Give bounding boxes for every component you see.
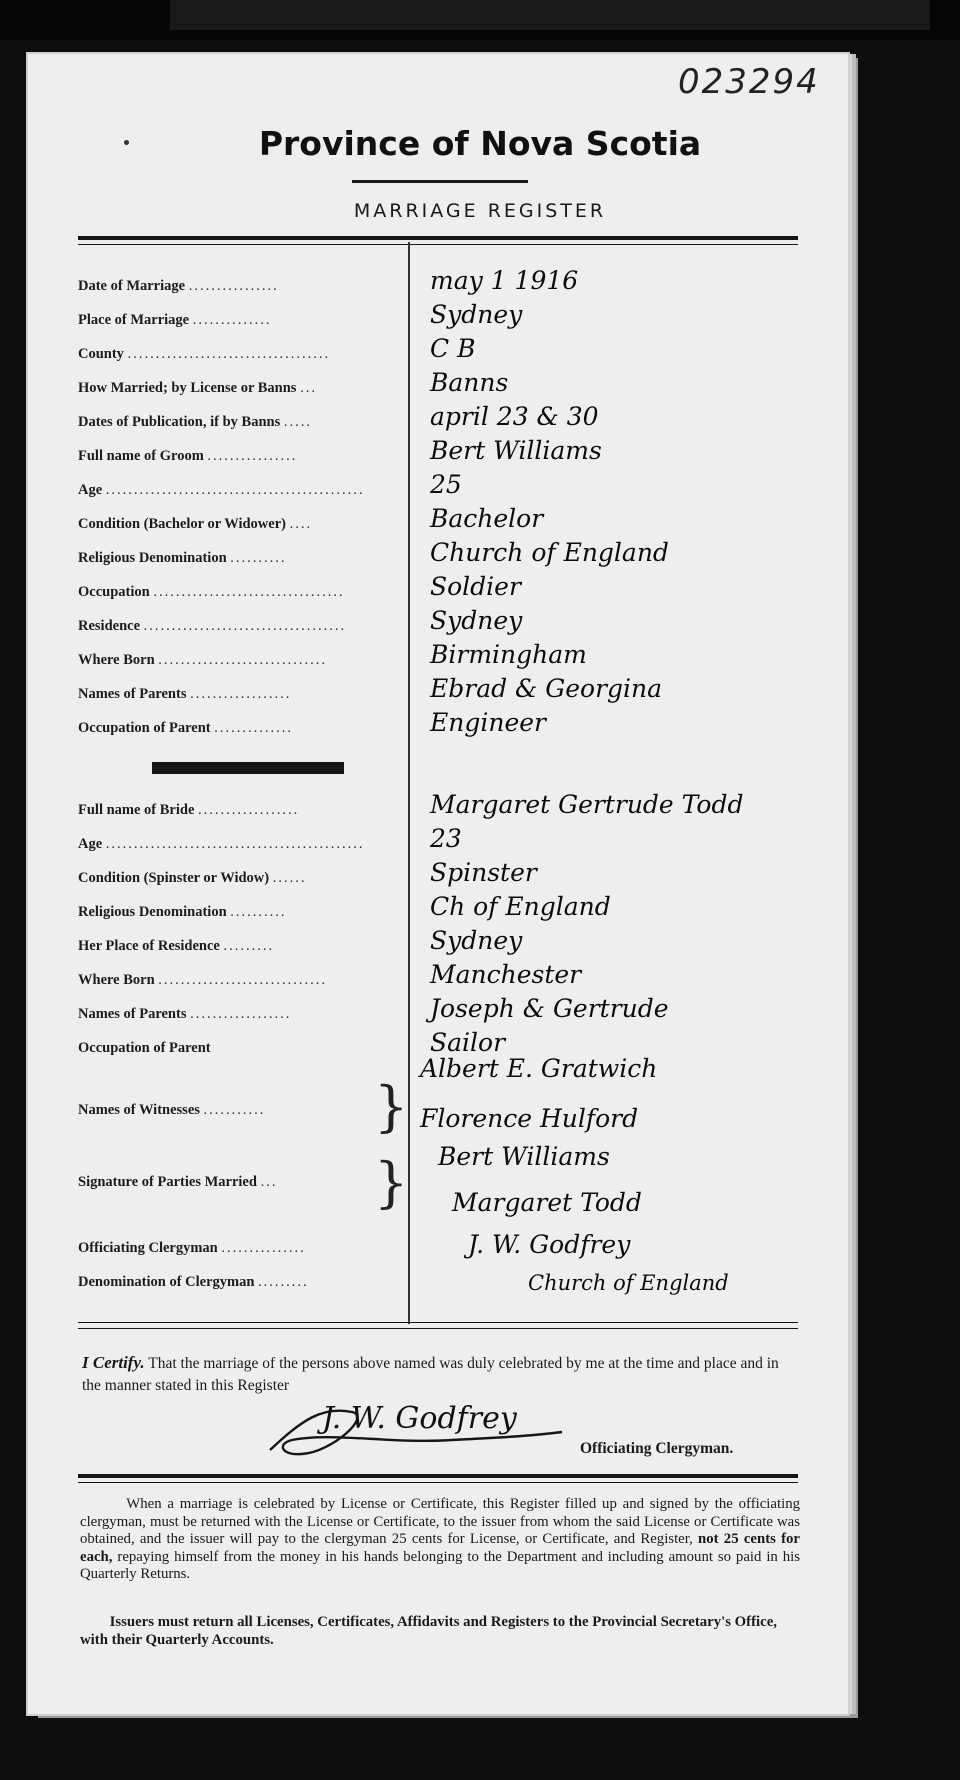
bride-field-value-14: Margaret Gertrude Todd: [430, 790, 744, 819]
field-label-text: Age: [78, 836, 103, 852]
form-number: 023294: [678, 62, 820, 102]
field-label-text: Where Born: [78, 972, 155, 988]
title-underline: [352, 180, 528, 183]
bride-field-label-21: [78, 1038, 400, 1058]
field-label-text: Where Born: [78, 652, 155, 668]
body-rule-2: [78, 1328, 798, 1329]
groom-field-label-12: [78, 684, 400, 704]
field-label-text: Condition (Bachelor or Widower): [78, 516, 286, 532]
field-leader-dots: ..................: [190, 1006, 292, 1022]
groom-signature: Bert Williams: [438, 1142, 610, 1171]
field-label-text: Occupation of Parent: [78, 1040, 211, 1056]
groom-field-value-11: Birmingham: [430, 640, 587, 669]
witnesses-label: Names of Witnesses ...........: [78, 1102, 266, 1118]
field-label-text: Her Place of Residence: [78, 938, 220, 954]
field-label-text: Names of Parents: [78, 686, 187, 702]
field-label-text: Place of Marriage: [78, 312, 190, 328]
officiating-clergyman-value: J. W. Godfrey: [468, 1230, 631, 1259]
bride-field-value-17: Ch of England: [430, 892, 611, 921]
groom-field-value-12: Ebrad & Georgina: [430, 674, 663, 703]
field-leader-dots: .........: [223, 938, 275, 954]
notice-rule-thin: [78, 1482, 798, 1483]
groom-field-value-3: Banns: [430, 368, 509, 397]
bride-field-label-19: [78, 970, 400, 990]
page-subtitle: MARRIAGE REGISTER: [353, 200, 607, 222]
certification-text: [82, 1352, 782, 1397]
certify-body: That the marriage of the persons above named was duly celebrated by me at the time and place and in the manner stated in this Register: [82, 1355, 779, 1394]
groom-field-value-4: april 23 & 30: [430, 402, 599, 431]
film-tab: [170, 0, 930, 30]
officiating-caption: Officiating Clergyman.: [580, 1440, 734, 1457]
bride-field-label-17: [78, 902, 400, 922]
field-leader-dots: ..................: [190, 686, 292, 702]
groom-field-value-8: Church of England: [430, 538, 669, 567]
bride-field-value-19: Manchester: [430, 960, 582, 989]
witnesses-brace: }: [374, 1075, 409, 1138]
field-leader-dots: ..............................: [158, 972, 328, 988]
groom-field-value-2: C B: [430, 334, 476, 363]
groom-field-value-7: Bachelor: [430, 504, 544, 533]
groom-field-label-3: [78, 378, 400, 398]
groom-field-label-4: [78, 412, 400, 432]
field-leader-dots: ..............................................: [105, 482, 365, 498]
field-label-text: Age: [78, 482, 103, 498]
field-label-text: Full name of Groom: [78, 448, 204, 464]
groom-field-value-5: Bert Williams: [430, 436, 602, 465]
field-leader-dots: ..............: [214, 720, 294, 736]
field-label-text: Religious Denomination: [78, 550, 227, 566]
groom-field-label-11: [78, 650, 400, 670]
certify-lead: I Certify.: [82, 1353, 145, 1372]
field-leader-dots: ....: [289, 516, 313, 532]
bride-field-value-15: 23: [430, 824, 462, 853]
bride-field-label-20: [78, 1004, 400, 1024]
field-label-text: Residence: [78, 618, 141, 634]
field-leader-dots: ................: [188, 278, 279, 294]
witness-1-value: Albert E. Gratwich: [420, 1054, 658, 1083]
groom-field-label-2: [78, 344, 400, 364]
field-leader-dots: ..............................................: [105, 836, 365, 852]
sheet-edge: [852, 54, 856, 1714]
groom-field-label-6: [78, 480, 400, 500]
field-leader-dots: ....................................: [143, 618, 347, 634]
clergy-denomination-value: Church of England: [528, 1271, 729, 1295]
groom-field-label-10: [78, 616, 400, 636]
clergy-denomination-label: Denomination of Clergyman .........: [78, 1274, 309, 1290]
bride-signature: Margaret Todd: [452, 1188, 642, 1217]
groom-field-value-9: Soldier: [430, 572, 521, 601]
groom-field-label-0: [78, 276, 400, 296]
field-label-text: Religious Denomination: [78, 904, 227, 920]
groom-field-label-7: [78, 514, 400, 534]
groom-field-label-8: [78, 548, 400, 568]
field-leader-dots: ..............................: [158, 652, 328, 668]
groom-field-value-1: Sydney: [430, 300, 523, 329]
bride-field-label-18: [78, 936, 400, 956]
field-label-text: Date of Marriage: [78, 278, 186, 294]
header-rule-thin: [78, 244, 798, 245]
field-label-text: How Married; by License or Banns: [78, 380, 297, 396]
field-leader-dots: ..........: [230, 904, 287, 920]
page-title: Province of Nova Scotia: [258, 124, 702, 163]
bride-field-value-20: Joseph & Gertrude: [430, 994, 669, 1023]
field-label-text: Condition (Spinster or Widow): [78, 870, 270, 886]
notice-rule-thick: [78, 1474, 798, 1478]
field-label-text: Dates of Publication, if by Banns: [78, 414, 281, 430]
bride-field-label-15: [78, 834, 400, 854]
parties-label: Signature of Parties Married ...: [78, 1174, 278, 1190]
body-rule-1: [78, 1322, 798, 1323]
groom-field-value-0: may 1 1916: [430, 266, 579, 295]
witness-2-value: Florence Hulford: [420, 1104, 639, 1133]
header-rule-thick: [78, 236, 798, 240]
section-separator-bar: [152, 762, 344, 774]
bride-field-value-18: Sydney: [430, 926, 523, 955]
field-leader-dots: ................: [207, 448, 298, 464]
field-leader-dots: .....: [283, 414, 312, 430]
field-label-text: Full name of Bride: [78, 802, 195, 818]
officiating-clergyman-label: Officiating Clergyman ...............: [78, 1240, 306, 1256]
groom-field-label-1: [78, 310, 400, 330]
field-leader-dots: ..................................: [153, 584, 345, 600]
groom-field-value-13: Engineer: [430, 708, 546, 737]
parties-brace: }: [374, 1151, 409, 1214]
field-leader-dots: ..........: [230, 550, 287, 566]
groom-field-label-9: [78, 582, 400, 602]
field-leader-dots: ..............: [192, 312, 272, 328]
groom-field-label-5: [78, 446, 400, 466]
bride-field-label-16: [78, 868, 400, 888]
signature-text: J. W. Godfrey: [322, 1401, 517, 1436]
field-label-text: Occupation: [78, 584, 150, 600]
groom-field-value-10: Sydney: [430, 606, 523, 635]
notice-paragraph: When a marriage is celebrated by License or Certificate, this Register filled up and signed by the officiating clergyman, must be returned with the License or Certificate, to the issuer from whom the said License or Certificate was obtained, and the issuer will pay to the clergyman 25 cents for License, or Certificate, and Register, not 25 cents for each, repaying himself from the money in his hands belonging to the Department and including amount so paid in his Quarterly Returns.: [80, 1496, 801, 1582]
bride-field-label-14: [78, 800, 400, 820]
field-leader-dots: ...: [300, 380, 317, 396]
notice-issuers: Issuers must return all Licenses, Certificates, Affidavits and Registers to the Provincial Secretary's Office, with their Quarterly Accounts.: [80, 1614, 777, 1648]
groom-field-label-13: [78, 718, 400, 738]
clergyman-signature: [262, 1392, 582, 1462]
field-label-text: County: [78, 346, 124, 362]
groom-field-value-6: 25: [430, 470, 462, 499]
bride-field-value-21: Sailor: [430, 1028, 506, 1057]
field-leader-dots: ..................: [198, 802, 300, 818]
field-label-text: Names of Parents: [78, 1006, 187, 1022]
field-label-text: Occupation of Parent: [78, 720, 211, 736]
field-leader-dots: ......: [272, 870, 307, 886]
field-leader-dots: ....................................: [127, 346, 331, 362]
bride-field-value-16: Spinster: [430, 858, 537, 887]
